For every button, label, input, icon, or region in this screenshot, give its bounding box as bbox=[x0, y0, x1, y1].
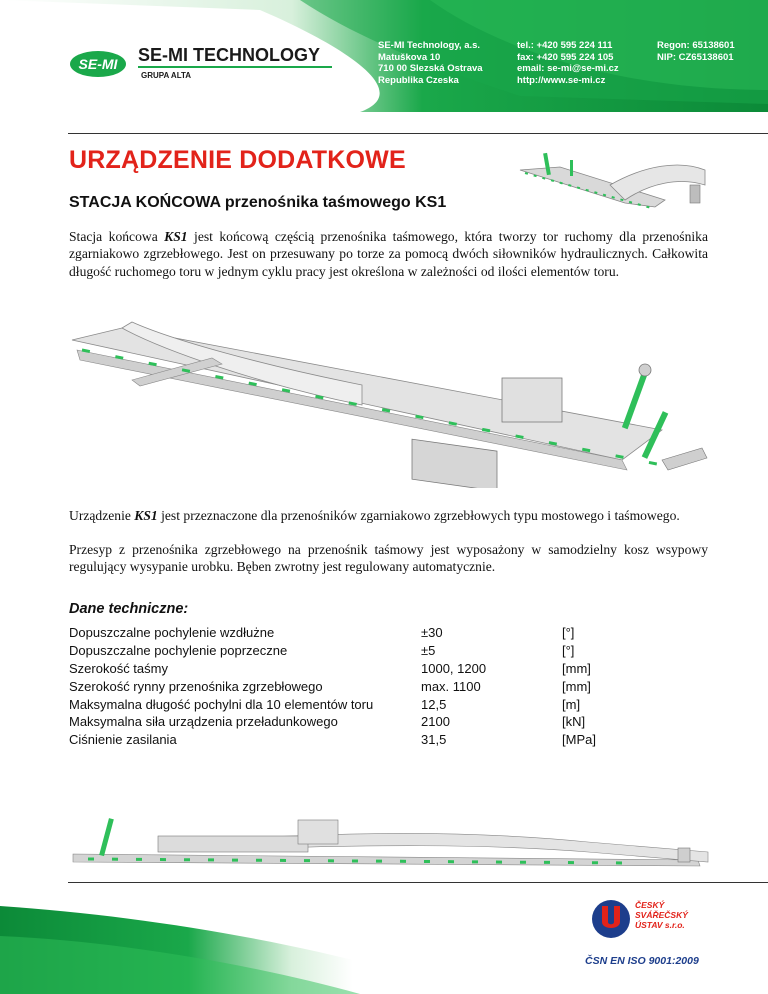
spec-value: ±30 bbox=[421, 625, 443, 641]
semi-logo-mark bbox=[68, 38, 338, 88]
spec-unit: [MPa] bbox=[562, 732, 596, 748]
spec-value: 12,5 bbox=[421, 696, 447, 712]
spec-unit: [mm] bbox=[562, 660, 591, 676]
page-title: URZĄDZENIE DODATKOWE bbox=[69, 146, 406, 174]
specs-heading: Dane techniczne: bbox=[69, 601, 189, 617]
contact-email[interactable]: email: se-mi@se-mi.cz bbox=[517, 63, 619, 74]
spec-row bbox=[69, 660, 689, 678]
spec-unit: [mm] bbox=[562, 678, 591, 694]
contact-phone: tel.: +420 595 224 111 bbox=[517, 40, 613, 51]
model-name: KS1 bbox=[134, 508, 158, 523]
model-name: KS1 bbox=[164, 229, 188, 244]
spec-row bbox=[69, 624, 689, 642]
address-line: SE-MI Technology, a.s. bbox=[378, 40, 481, 51]
spec-unit: [kN] bbox=[562, 714, 586, 730]
logo-mark-text: SE-MI bbox=[78, 56, 118, 72]
cert-org-line: ÚSTAV s.r.o. bbox=[635, 920, 685, 930]
usage-text: jest przeznaczone dla przenośników zgarniakowo zgrzebłowych typu mostowego i taśmowego. bbox=[157, 508, 680, 523]
company-logo bbox=[68, 38, 338, 88]
spec-label: Ciśnienie zasilania bbox=[69, 732, 177, 748]
spec-label: Maksymalna siła urządzenia przeładunkowego bbox=[69, 714, 338, 730]
spec-value: 2100 bbox=[421, 714, 450, 730]
registry-regon: Regon: 65138601 bbox=[657, 40, 735, 51]
spec-label: Maksymalna długość pochylni dla 10 elementów toru bbox=[69, 696, 374, 712]
footer-divider bbox=[68, 882, 768, 883]
spec-unit: [°] bbox=[562, 643, 575, 659]
brand-name: SE-MI TECHNOLOGY bbox=[138, 45, 321, 65]
spec-row bbox=[69, 713, 689, 731]
contact-website[interactable]: http://www.se-mi.cz bbox=[517, 74, 606, 86]
spec-row bbox=[69, 731, 689, 749]
spec-label: Dopuszczalne pochylenie wzdłużne bbox=[69, 625, 275, 641]
spec-label: Szerokość taśmy bbox=[69, 660, 168, 676]
spec-unit: [m] bbox=[562, 696, 581, 712]
spec-row bbox=[69, 695, 689, 713]
address-line: Republika Czeska bbox=[378, 74, 459, 86]
header-contact bbox=[517, 40, 619, 86]
page-subtitle: STACJA KOŃCOWA przenośnika taśmowego KS1 bbox=[69, 194, 447, 211]
intro-prefix: Stacja końcowa bbox=[69, 229, 165, 244]
cert-org-line: SVÁŘEČSKÝ bbox=[635, 910, 688, 920]
intro-paragraph bbox=[69, 228, 708, 280]
usage-prefix: Urządzenie bbox=[69, 508, 135, 523]
cert-organization bbox=[635, 900, 688, 930]
address-line: Matuškova 10 bbox=[378, 51, 441, 63]
intro-text: jest końcową częścią przenośnika taśmowego, która tworzy tor ruchomy dla przenośnika zgarniakowo zgrzebłowego. Jest on przesuwany po torze za pomocą dwóch siłowników hydraulicznych. Całkowita długość ruchomego toru w jednym cyklu pracy jest określona w zależności od ilości elementów toru. bbox=[69, 229, 708, 279]
spec-label: Szerokość rynny przenośnika zgrzebłowego bbox=[69, 678, 323, 694]
spec-unit: [°] bbox=[562, 625, 575, 641]
usage-paragraph bbox=[69, 507, 708, 524]
spec-value: 1000, 1200 bbox=[421, 660, 487, 676]
conveyor-thumbnail-image bbox=[515, 145, 715, 215]
address-line: 710 00 Slezská Ostrava bbox=[378, 63, 483, 74]
registry-nip: NIP: CZ65138601 bbox=[657, 51, 734, 63]
spec-label: Dopuszczalne pochylenie poprzeczne bbox=[69, 643, 288, 659]
detail-paragraph: Przesyp z przenośnika zgrzebłowego na przenośnik taśmowy jest wyposażony w samodzielny kosz wsypowy regulujący wysypanie urobku. Bęben zwrotny jest regulowany automatycznie. bbox=[69, 542, 708, 575]
brand-group: GRUPA ALTA bbox=[141, 71, 192, 80]
contact-fax: fax: +420 595 224 105 bbox=[517, 51, 614, 63]
specs-table bbox=[69, 624, 689, 749]
spec-value: max. 1100 bbox=[421, 678, 481, 694]
header-registry bbox=[657, 40, 735, 63]
conveyor-side-view-image bbox=[68, 812, 718, 872]
spec-value: ±5 bbox=[421, 643, 436, 659]
header-divider bbox=[68, 133, 768, 134]
spec-value: 31,5 bbox=[421, 732, 447, 748]
cert-org-line: ČESKÝ bbox=[635, 900, 665, 910]
spec-row bbox=[69, 677, 689, 695]
spec-row bbox=[69, 642, 689, 660]
header-address bbox=[378, 40, 483, 86]
ks1-station-image bbox=[62, 310, 712, 488]
iso-certification: ČSN EN ISO 9001:2009 bbox=[585, 955, 699, 967]
csu-certification-icon bbox=[590, 898, 632, 940]
